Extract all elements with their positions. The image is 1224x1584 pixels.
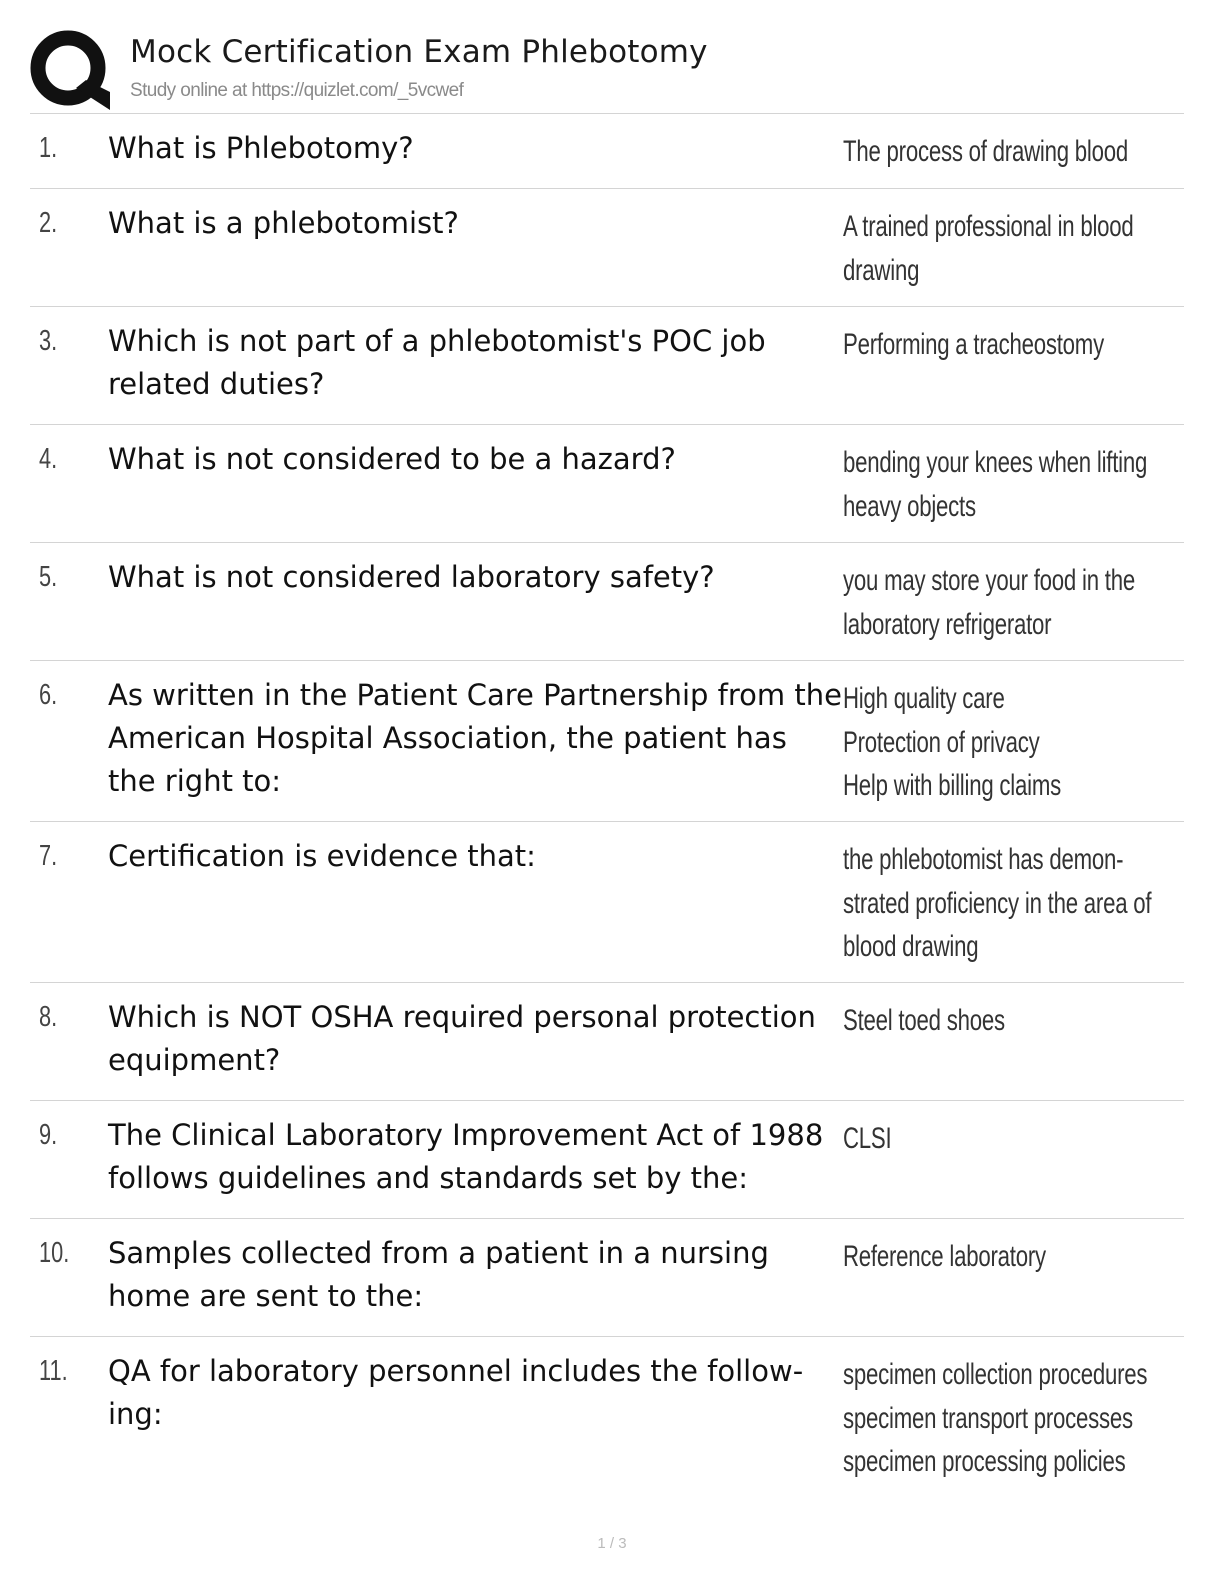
item-number: 7. (39, 840, 58, 872)
flashcard-row (30, 114, 1184, 189)
answer-definition (843, 130, 1129, 174)
answer-definition (843, 441, 1148, 528)
answer-definition (843, 1235, 1117, 1279)
answer-line: High quality care (843, 682, 1005, 715)
answer-definition (843, 205, 1134, 292)
answer-line: A trained professional in blood (843, 210, 1134, 243)
flashcard-row (30, 822, 1184, 983)
item-number: 8. (39, 1001, 58, 1033)
item-number: 10. (39, 1237, 70, 1269)
question-term: What is not considered laboratory safety? (108, 560, 715, 594)
question-term: The Clinical Laboratory Improvement Act of 1988 follows guidelines and standards set by the: (108, 1118, 824, 1195)
answer-line: specimen collection procedures (843, 1358, 1148, 1391)
item-number: 2. (39, 207, 58, 239)
answer-definition (843, 1117, 1117, 1161)
question-term: What is Phlebotomy? (108, 131, 414, 165)
page-title: Mock Certification Exam Phlebotomy (130, 34, 708, 70)
answer-line: specimen processing policies (843, 1445, 1126, 1478)
question-term: Certification is evidence that: (108, 839, 536, 873)
study-online-link[interactable]: Study online at https://quizlet.com/_5vcwef (130, 80, 464, 101)
answer-line: Steel toed shoes (843, 1004, 1005, 1037)
answer-line: The process of drawing blood (843, 135, 1129, 168)
item-number: 9. (39, 1119, 58, 1151)
item-number: 4. (39, 443, 58, 475)
answer-line: blood drawing (843, 930, 979, 963)
answer-line: heavy objects (843, 489, 976, 523)
flashcard-row (30, 661, 1184, 822)
item-number: 5. (39, 561, 58, 593)
answer-line: Help with billing claims (843, 769, 1061, 802)
flashcard-row (30, 189, 1184, 307)
quizlet-logo-icon (30, 30, 110, 110)
answer-line: Reference laboratory (843, 1240, 1046, 1273)
answer-line: bending your knees when lifting (843, 446, 1148, 479)
item-number: 3. (39, 325, 58, 357)
item-number: 11. (39, 1355, 68, 1387)
flashcard-row (30, 1219, 1184, 1337)
question-term: As written in the Patient Care Partnership from the American Hospital Association, the patient has the right to: (108, 678, 842, 798)
flashcard-row (30, 1337, 1184, 1497)
answer-definition (843, 559, 1135, 646)
answer-line: Protection of privacy (843, 725, 1040, 759)
item-number: 1. (39, 132, 58, 164)
answer-definition (843, 323, 1117, 367)
flashcard-row (30, 425, 1184, 543)
answer-definition (843, 838, 1152, 969)
question-term: Which is NOT OSHA required personal protection equipment? (108, 1000, 816, 1077)
answer-definition (843, 1353, 1148, 1484)
answer-definition (843, 677, 1117, 808)
flashcard-row (30, 307, 1184, 425)
page-header (30, 28, 1185, 114)
answer-line: CLSI (843, 1122, 892, 1155)
question-term: What is not considered to be a hazard? (108, 442, 676, 476)
flashcard-row (30, 543, 1184, 661)
flashcard-row (30, 983, 1184, 1101)
question-term: Samples collected from a patient in a nursing home are sent to the: (108, 1236, 769, 1313)
answer-line: drawing (843, 253, 920, 287)
question-term: What is a phlebotomist? (108, 206, 459, 240)
question-term: Which is not part of a phlebotomist's POC job related duties? (108, 324, 766, 401)
answer-definition (843, 999, 1117, 1043)
page-number: 1 / 3 (597, 1535, 627, 1552)
answer-line: specimen transport processes (843, 1401, 1133, 1435)
answer-line: you may store your food in the (843, 564, 1135, 597)
answer-line: strated proficiency in the area of (843, 886, 1152, 920)
question-term: QA for laboratory personnel includes the follow-ing: (108, 1354, 804, 1431)
flashcard-row (30, 1101, 1184, 1219)
answer-line: laboratory refrigerator (843, 607, 1052, 641)
answer-line: Performing a tracheostomy (843, 328, 1104, 361)
answer-line: the phlebotomist has demon- (843, 843, 1124, 876)
item-number: 6. (39, 679, 58, 711)
